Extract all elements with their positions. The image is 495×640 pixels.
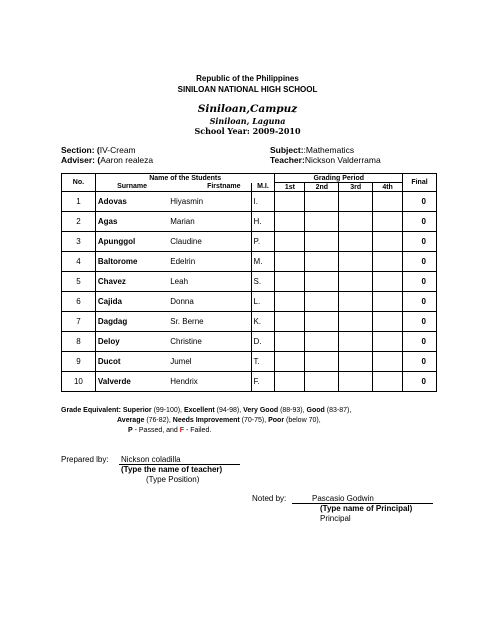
grade-2nd [305,192,339,212]
col-no-header: No. [62,174,96,192]
student-surname: Dagdag [95,312,168,332]
adviser-label: Adviser: ( [61,155,101,165]
row-number: 2 [62,212,96,232]
table-row [62,332,437,352]
grade-3rd [339,252,373,272]
student-surname: Ducot [95,352,168,372]
grade-1st [275,292,305,312]
grade-1st [275,372,305,392]
student-surname: Cajida [95,292,168,312]
table-row [62,292,437,312]
legend-poor: Poor [268,417,285,424]
student-mi: L. [251,292,275,312]
prepared-name: Nickson coladilla [119,455,240,465]
grade-3rd [339,352,373,372]
legend-average: Average [117,417,145,424]
table-row [62,312,437,332]
legend-f: F [179,427,185,434]
grade-2nd [305,272,339,292]
final-grade: 0 [403,192,437,212]
legend-p-text: - Passed, and [132,427,180,434]
grade-2nd [305,312,339,332]
final-grade: 0 [403,232,437,252]
student-mi: D. [251,332,275,352]
col-surname-header: Surname [95,183,168,192]
grade-3rd [339,372,373,392]
grade-3rd [339,292,373,312]
student-surname: Deloy [95,332,168,352]
legend-good-range: (83-87), [324,407,352,414]
table-row [62,192,437,212]
grade-4th [373,272,403,292]
student-firstname: Hendrix [168,372,251,392]
student-mi: H. [251,212,275,232]
legend-excellent-range: (94-98), [214,407,244,414]
table-row [62,372,437,392]
legend-very-good: Very Good [243,407,279,414]
grade-2nd [305,212,339,232]
col-mi-header: M.I. [251,183,275,192]
student-firstname: Edelrin [168,252,251,272]
final-grade: 0 [403,212,437,232]
table-row [62,232,437,252]
legend-title: Grade Equivalent: [61,407,121,414]
grade-4th [373,332,403,352]
noted-label: Noted by: [252,494,287,503]
section-line [61,145,136,155]
col-period-1st: 1st [275,183,305,192]
noted-position: Principal [320,514,351,523]
col-firstname-header: Firstname [168,183,251,192]
grade-1st [275,332,305,352]
grade-2nd [305,332,339,352]
row-number: 6 [62,292,96,312]
school-name: SINILOAN NATIONAL HIGH SCHOOL [177,85,318,94]
town-name: Siniloan, Laguna [209,116,286,126]
grade-2nd [305,372,339,392]
grade-4th [373,292,403,312]
legend-superior-range: (99-100), [151,407,184,414]
grade-1st [275,272,305,292]
grade-4th [373,312,403,332]
student-surname: Adovas [95,192,168,212]
legend-f-text: - Failed. [184,427,212,434]
student-mi: S. [251,272,275,292]
student-firstname: Marian [168,212,251,232]
legend-average-range: (76-82), [144,417,173,424]
grade-4th [373,252,403,272]
legend-good: Good [306,407,325,414]
republic-heading: Republic of the Philippines [196,74,299,83]
grade-legend [61,406,441,436]
section-value: IV-Cream [99,145,136,155]
grade-1st [275,192,305,212]
col-period-3rd: 3rd [339,183,373,192]
col-final-header: Final [403,174,437,192]
row-number: 3 [62,232,96,252]
legend-p: P [128,427,133,434]
grade-4th [373,372,403,392]
student-firstname: Leah [168,272,251,292]
legend-superior: Superior [122,407,152,414]
student-firstname: Hiyasmin [168,192,251,212]
student-rows [62,192,437,392]
adviser-value: Aaron realeza [100,155,154,165]
teacher-line [270,155,381,165]
grade-3rd [339,212,373,232]
grade-1st [275,252,305,272]
table-row [62,252,437,272]
student-firstname: Jumel [168,352,251,372]
row-number: 7 [62,312,96,332]
student-mi: I. [251,192,275,212]
grade-2nd [305,352,339,372]
campus-name: Siniloan,Campuz [197,103,298,115]
legend-line-1 [61,406,441,416]
student-firstname: Sr. Berne [168,312,251,332]
grade-2nd [305,252,339,272]
student-firstname: Donna [168,292,251,312]
prepared-note: (Type the name of teacher) [121,465,223,474]
table-row [62,212,437,232]
grade-table [61,173,437,392]
row-number: 9 [62,352,96,372]
final-grade: 0 [403,352,437,372]
grade-4th [373,192,403,212]
subject-label: Subject: [270,145,304,155]
student-firstname: Christine [168,332,251,352]
legend-needs-improvement: Needs Improvement [172,417,240,424]
subject-value: :Mathematics [303,145,355,155]
row-number: 10 [62,372,96,392]
final-grade: 0 [403,372,437,392]
grade-1st [275,232,305,252]
col-period-2nd: 2nd [305,183,339,192]
section-label: Section: ( [61,145,100,155]
grade-2nd [305,232,339,252]
col-grading-header: Grading Period [275,174,403,183]
school-year: School Year: 2009-2010 [194,126,301,136]
legend-excellent: Excellent [183,407,215,414]
legend-very-good-range: (88-93), [278,407,307,414]
student-surname: Apunggol [95,232,168,252]
col-period-4th: 4th [373,183,403,192]
legend-poor-range: (below 70), [284,417,321,424]
row-number: 8 [62,332,96,352]
legend-needs-improvement-range: (70-75), [239,417,269,424]
table-row [62,272,437,292]
teacher-value: Nickson Valderrama [304,155,381,165]
prepared-position: (Type Position) [146,475,200,484]
student-mi: P. [251,232,275,252]
student-surname: Valverde [95,372,168,392]
student-mi: T. [251,352,275,372]
table-row [62,352,437,372]
final-grade: 0 [403,252,437,272]
noted-note: (Type name of Principal) [320,504,413,513]
row-number: 5 [62,272,96,292]
grade-2nd [305,292,339,312]
subject-line [270,145,354,155]
col-names-header: Name of the Students [95,174,275,183]
final-grade: 0 [403,312,437,332]
row-number: 4 [62,252,96,272]
grade-1st [275,212,305,232]
grade-3rd [339,192,373,212]
final-grade: 0 [403,332,437,352]
adviser-line [61,155,153,165]
final-grade: 0 [403,292,437,312]
grade-4th [373,232,403,252]
legend-line-3 [61,426,441,436]
grade-3rd [339,232,373,252]
grade-4th [373,352,403,372]
student-surname: Baltorome [95,252,168,272]
student-surname: Chavez [95,272,168,292]
student-firstname: Claudine [168,232,251,252]
grade-3rd [339,332,373,352]
grade-1st [275,352,305,372]
student-mi: M. [251,252,275,272]
grade-4th [373,212,403,232]
student-mi: F. [251,372,275,392]
row-number: 1 [62,192,96,212]
prepared-label: Prepared lby: [61,455,109,464]
teacher-label: Teacher: [270,155,305,165]
final-grade: 0 [403,272,437,292]
grade-1st [275,312,305,332]
legend-line-2 [61,416,441,426]
noted-name: Pascasio Godwin [292,494,433,504]
grade-3rd [339,272,373,292]
grade-3rd [339,312,373,332]
student-mi: K. [251,312,275,332]
student-surname: Agas [95,212,168,232]
